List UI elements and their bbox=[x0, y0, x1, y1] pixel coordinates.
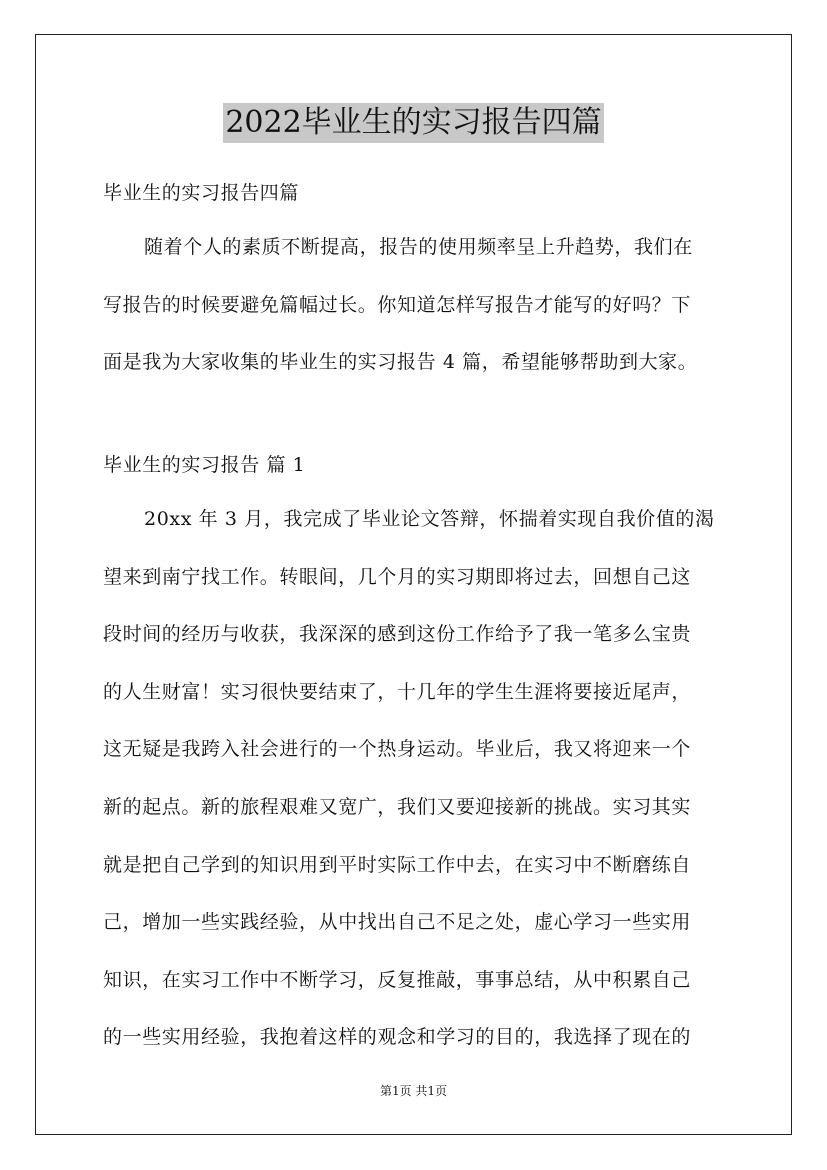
section1-line: 己，增加一些实践经验，从中找出自己不足之处，虚心学习一些实用 bbox=[103, 911, 692, 934]
document-title: 2022毕业生的实习报告四篇 bbox=[223, 103, 603, 143]
section1-line: 的一些实用经验，我抱着这样的观念和学习的目的，我选择了现在的 bbox=[103, 1026, 692, 1049]
section1-line: 段时间的经历与收获，我深深的感到这份工作给予了我一笔多么宝贵 bbox=[103, 623, 692, 646]
subtitle-block bbox=[103, 165, 727, 223]
section1-heading-block bbox=[103, 437, 727, 495]
page-footer bbox=[0, 1083, 827, 1099]
intro-line: 随着个人的素质不断提高，报告的使用频率呈上升趋势，我们在 bbox=[144, 236, 693, 258]
section1-line: 知识，在实习工作中不断学习，反复推敲，事事总结，从中积累自己 bbox=[103, 968, 692, 991]
intro-line: 写报告的时候要避免篇幅过长。你知道怎样写报告才能写的好吗？下 bbox=[103, 293, 692, 316]
section1-line: 就是把自己学到的知识用到平时实际工作中去，在实习中不断磨练自 bbox=[103, 853, 692, 876]
title-container bbox=[0, 103, 827, 143]
intro-line: 面是我为大家收集的毕业生的实习报告 4 篇，希望能够帮助到大家。 bbox=[103, 351, 698, 374]
section1-line: 新的起点。新的旅程艰难又宽广，我们又要迎接新的挑战。实习其实 bbox=[103, 795, 692, 818]
document-subtitle: 毕业生的实习报告四篇 bbox=[103, 182, 300, 204]
section1-line: 这无疑是我跨入社会进行的一个热身运动。毕业后，我又将迎来一个 bbox=[103, 738, 692, 761]
section1-paragraph bbox=[103, 491, 727, 1067]
section1-line: 20xx 年 3 月，我完成了毕业论文答辩，怀揣着实现自我价值的渴 bbox=[144, 508, 715, 530]
section1-line: 的人生财富！实习很快要结束了，十几年的学生生涯将要接近尾声， bbox=[103, 680, 692, 703]
intro-paragraph bbox=[103, 219, 727, 392]
section1-line: 望来到南宁找工作。转眼间，几个月的实习期即将过去，回想自己这 bbox=[103, 565, 692, 588]
section1-heading: 毕业生的实习报告 篇 1 bbox=[103, 454, 306, 476]
page-number: 第1页 共1页 bbox=[379, 1084, 448, 1098]
